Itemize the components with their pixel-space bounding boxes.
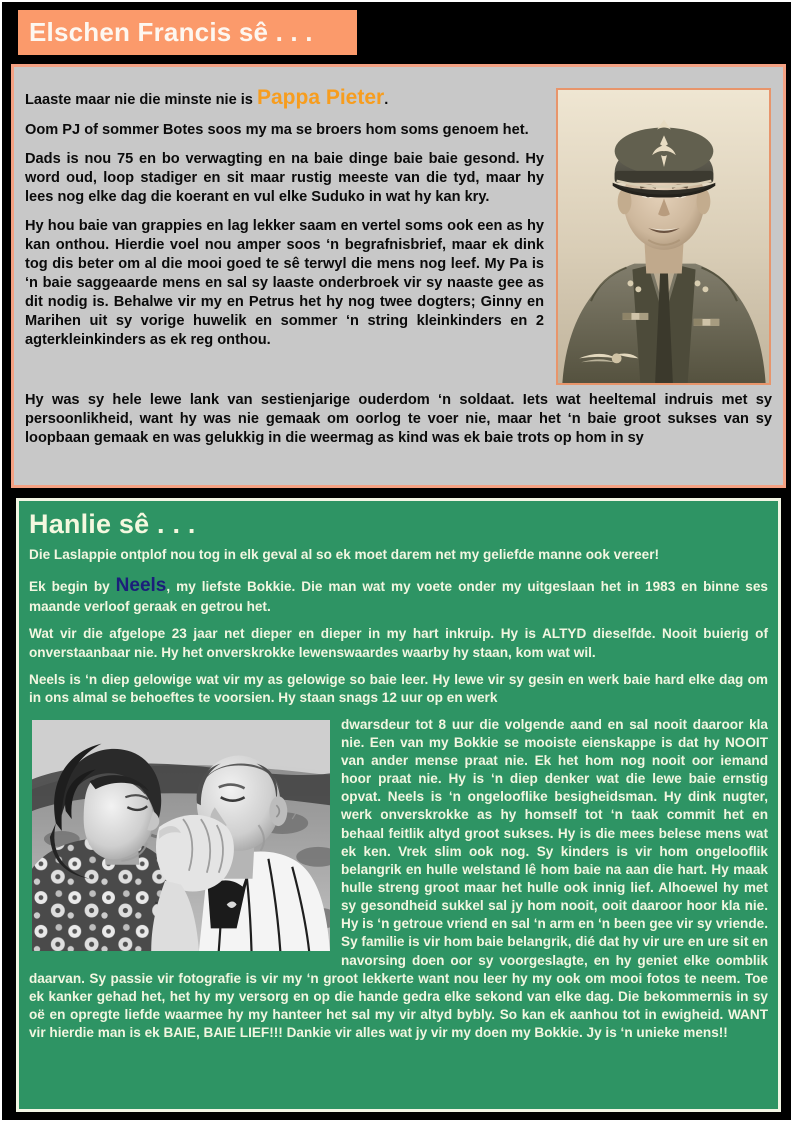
neels-name: Neels	[115, 575, 167, 597]
hanlie-p2-lead: Ek begin by	[29, 579, 116, 595]
elschen-title: Elschen Francis sê . . .	[29, 17, 313, 47]
elschen-paragraph-2: Oom PJ of sommer Botes soos my ma se broers hom soms genoem het.	[25, 122, 529, 139]
couple-kissing-image	[32, 720, 330, 951]
elschen-p1-lead: Laaste maar nie die minste nie is	[25, 92, 257, 108]
hanlie-paragraph-3: Wat vir die afgelope 23 jaar net dieper en dieper in my hart inkruip. Hy is ALTYD dieselfde. Nooit buierig of onverstaanbaar nie. Hy het onverskrokke lewenswaardes waarby hy staan, kom wat wil.	[29, 626, 768, 660]
elschen-content-box	[11, 64, 786, 488]
military-portrait-photo	[556, 88, 771, 385]
hanlie-paragraph-1: Die Laslappie ontplof nou tog in elk geval al so ek moet darem net my geliefde manne ook vereer!	[29, 547, 660, 562]
hanlie-paragraph-2	[29, 573, 768, 616]
couple-kissing-photo	[31, 719, 331, 952]
hanlie-content-inner	[19, 501, 778, 1109]
hanlie-paragraph-4-flow: dwarsdeur tot 8 uur die volgende aand en sal nooit daaroor kla nie. Een van my Bokkie se mooiste eienskappe is dat hy NOOIT van ander mense praat nie. Ek het hom nog nooit oor iemand hoor praat nie. Hy is ‘n diep denker wat die lewe baie ernstig opvat. Neels is ‘n ongelooflike besigheidsman. Hy dink nugter, werk onverskrokke as hy homself tot ‘n taak commit het en behaal feitlik altyd groot sukses. Hy is die mees belese mens wat ek ken. Vrek slim ook nog. Sy kinders is vir hom ongelooflik belangrik en hulle welstand lê hom baie na aan die hart. Hy maak hulle streng groot maar het hulle ook innig lief. Alhoewel hy met sy gesondheid sukkel sal jy hom nooit, ooit daaroor hoor kla nie. Hy is ‘n getroue vriend en sal ‘n arm en ‘n been gee vir sy vriende. Sy familie is vir hom baie belangrik, dié dat hy vir ure en ure sit en navorsing doen oor sy voorgeslagte, en hy geniet elke oomblik daarvan. Sy passie vir fotografie is vir my ‘n groot lekkerte want nou leer hy my ook om mooi fotos te neem. Toe ek kanker gehad het, het hy my versorg en op die hande gedra elke sekond van elke dag. Die bekommernis in sy oë en opregte liefde waarmee hy my hanteer het sal my vir altyd bybly. So kan ek aanhou tot in ewigheid. WANT vir hierdie man is ek BAIE, BAIE LIEF!!! Dankie vir alles wat jy vir my doen my Bokkie. Jy is ‘n unieke mens!!	[29, 716, 768, 1041]
military-portrait-image	[558, 90, 769, 383]
elschen-paragraph-4: Hy hou baie van grappies en lag lekker saam en vertel soms ook een as hy kan onthou. Hierdie voel nou amper soos ‘n begrafnisbrief, maar ek dink tog dis beter om al die mooi goed te sê terwyl die mens nog leef. My Pa is ‘n baie saggeaarde mens en sal sy laaste onderbroek vir sy naaste gee as dit nodig is. Behalwe vir my en Petrus het hy nog twee dogters; Ginny en Marihen uit sy vorige huwelik en sommer ‘n string kleinkinders en 2 agterkleinkinders as ek reg onthou.	[25, 218, 544, 348]
pappa-pieter-name: Pappa Pieter	[256, 86, 385, 109]
hanlie-paragraph-4-lead: Neels is ‘n diep gelowige wat vir my as gelowige so baie leer. Hy lewe vir sy gesin en werk baie hard elke dag om in ons almal se behoeftes te voorsien. Hy staan snags 12 uur op en werk	[29, 671, 768, 705]
elschen-content-inner	[14, 67, 783, 485]
elschen-paragraph-5: Hy was sy hele lewe lank van sestienjarige ouderdom ‘n soldaat. Iets wat heeltemal indruis met sy persoonlikheid, want hy was nie gemaak om oorlog te voer nie, maar het ‘n baie groot sukses van sy loopbaan gemaak en was gelukkig in die weermag as kind was ek baie trots op hom in sy	[25, 392, 772, 446]
hanlie-content-box	[16, 498, 781, 1112]
elschen-title-bar	[18, 10, 357, 55]
hanlie-p2-tail: , my liefste Bokkie. Die man wat my voete onder my uitgeslaan het in 1983 en binne ses maande verloof geraak en getrou het.	[29, 579, 768, 615]
elschen-p1-tail: .	[384, 92, 389, 108]
elschen-paragraph-3: Dads is nou 75 en bo verwagting en na baie dinge baie baie gesond. Hy word oud, loop stadiger en sit maar rustig meeste van die tyd, maar hy lees nog elke dag die koerant en vul elke Suduko in wat hy kan kry.	[25, 151, 544, 206]
hanlie-title: Hanlie sê . . .	[29, 509, 196, 539]
